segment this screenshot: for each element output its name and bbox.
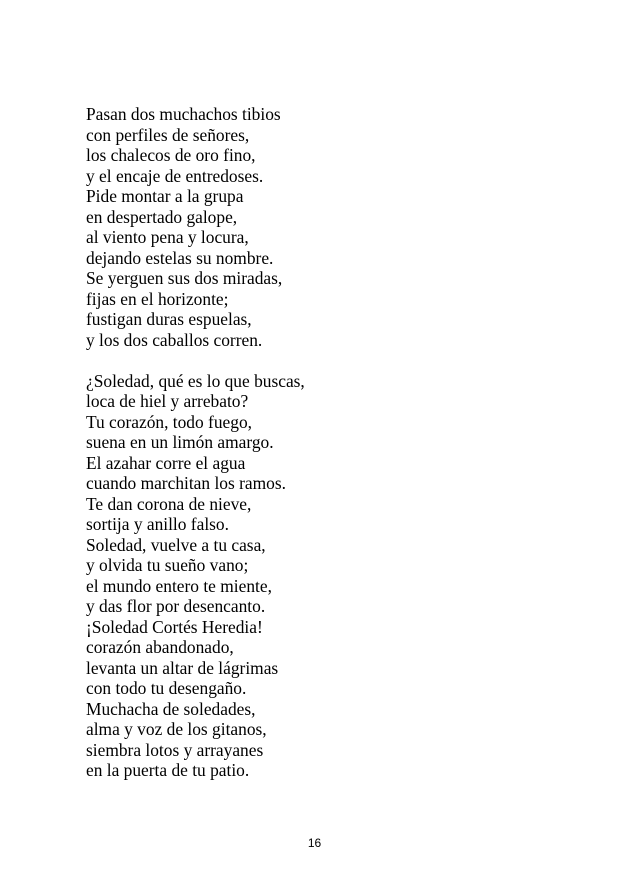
poem-line: y olvida tu sueño vano;: [86, 555, 249, 575]
poem-line: sortija y anillo falso.: [86, 514, 229, 534]
poem-line: loca de hiel y arrebato?: [86, 391, 249, 411]
poem-line: Muchacha de soledades,: [86, 698, 256, 719]
poem-line: al viento pena y locura,: [86, 227, 249, 247]
poem-line: y das flor por desencanto.: [86, 596, 266, 616]
poem-line: Pasan dos muchachos tibios: [86, 104, 281, 124]
poem-line: levanta un altar de lágrimas: [86, 657, 279, 678]
poem-line: suena en un limón amargo.: [86, 432, 274, 452]
poem-line: dejando estelas su nombre.: [86, 247, 274, 268]
stanza-1: [86, 104, 566, 350]
poem-line: corazón abandonado,: [86, 637, 234, 657]
poem-line: Soledad, vuelve a tu casa,: [86, 534, 266, 555]
poem-line: en despertado galope,: [86, 206, 238, 227]
poem-line: con todo tu desengaño.: [86, 678, 247, 698]
poem-line: con perfiles de señores,: [86, 124, 250, 145]
poem-line: Pide montar a la grupa: [86, 186, 244, 206]
poem-line: el mundo entero te miente,: [86, 575, 272, 596]
poem-line: El azahar corre el agua: [86, 452, 246, 473]
poem-line: Se yerguen sus dos miradas,: [86, 268, 283, 288]
poem-line: y el encaje de entredoses.: [86, 165, 264, 186]
stanza-2: [86, 371, 566, 781]
poem-line: alma y voz de los gitanos,: [86, 719, 267, 739]
poem-line: siembra lotos y arrayanes: [86, 739, 264, 760]
poem-line: fijas en el horizonte;: [86, 288, 229, 309]
poem-line: fustigan duras espuelas,: [86, 309, 252, 329]
poem-line: cuando marchitan los ramos.: [86, 473, 286, 493]
poem-line: los chalecos de oro fino,: [86, 145, 256, 165]
poem-line: ¿Soledad, qué es lo que buscas,: [86, 370, 305, 391]
poem-body: [86, 104, 566, 781]
poem-line: Te dan corona de nieve,: [86, 493, 252, 514]
poem-line: ¡Soledad Cortés Heredia!: [86, 616, 263, 637]
page-number: 16: [307, 836, 322, 850]
poem-line: y los dos caballos corren.: [86, 329, 263, 350]
poem-line: en la puerta de tu patio.: [86, 760, 250, 780]
poem-line: Tu corazón, todo fuego,: [86, 411, 252, 432]
